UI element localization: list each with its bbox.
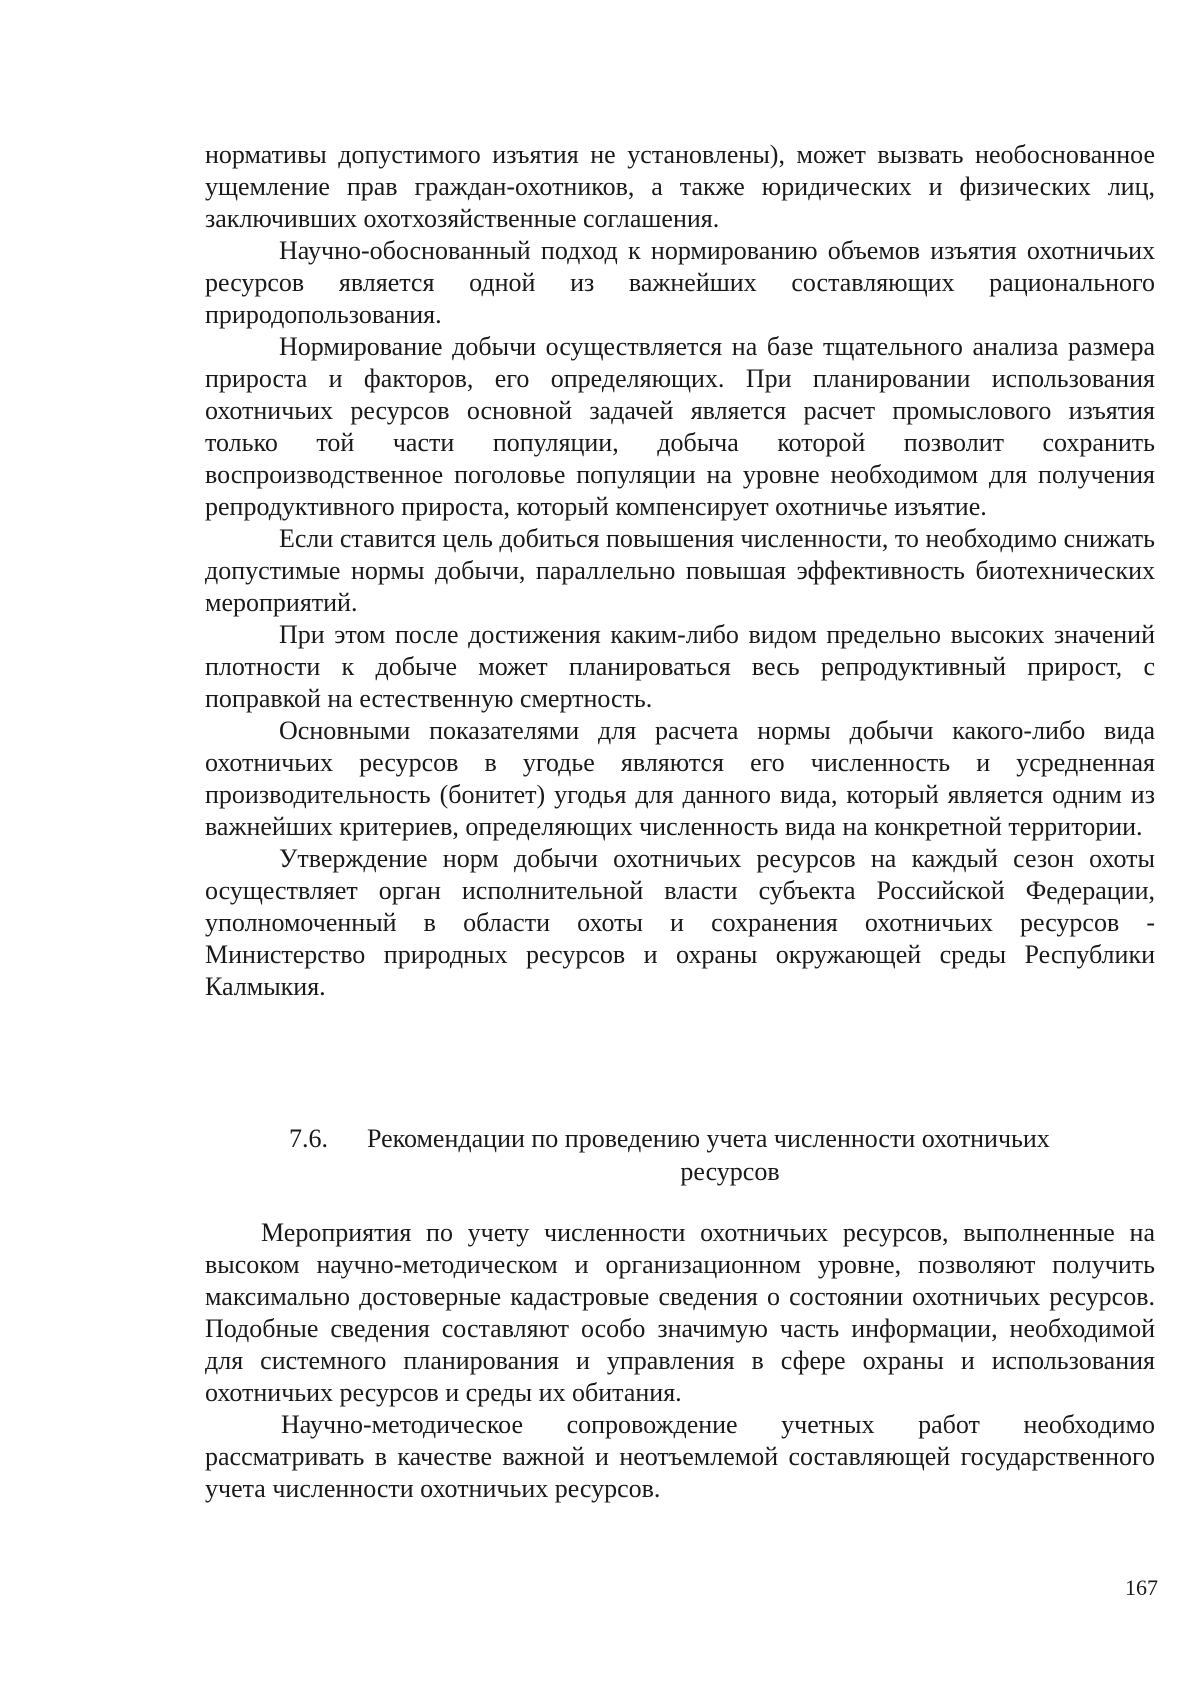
body-text-top: [205, 139, 1155, 1003]
paragraph-continuation: нормативы допустимого изъятия не установлены), может вызвать необоснованное ущемление прав граждан-охотников, а также юридических и физических лиц, заключивших охотхозяйственные соглашения.: [205, 140, 1155, 233]
section-heading: [205, 1122, 1155, 1188]
body-text-bottom: [205, 1217, 1155, 1505]
page-number: 167: [1125, 1575, 1158, 1600]
paragraph: Утверждение норм добычи охотничьих ресурсов на каждый сезон охоты осуществляет орган исполнительной власти субъекта Российской Федерации, уполномоченный в области охоты и сохранения охотничьих ресурсов - Министерство природных ресурсов и охраны окружающей среды Республики Калмыкия.: [205, 844, 1155, 1001]
section-heading-line1: [205, 1122, 1155, 1155]
paragraph: Если ставится цель добиться повышения численности, то необходимо снижать допустимые нормы добычи, параллельно повышая эффективность биотехнических мероприятий.: [205, 524, 1155, 617]
paragraph: Мероприятия по учету численности охотничьих ресурсов, выполненные на высоком научно-методическом и организационном уровне, позволяют получить максимально достоверные кадастровые сведения о состоянии охотничьих ресурсов. Подобные сведения составляют особо значимую часть информации, необходимой для системного планирования и управления в сфере охраны и использования охотничьих ресурсов и среды их обитания.: [205, 1218, 1155, 1407]
paragraph: При этом после достижения каким-либо видом предельно высоких значений плотности к добыче может планироваться весь репродуктивный прирост, с поправкой на естественную смертность.: [205, 620, 1155, 713]
paragraph: Нормирование добычи осуществляется на базе тщательного анализа размера прироста и факторов, его определяющих. При планировании использования охотничьих ресурсов основной задачей является расчет промыслового изъятия только той части популяции, добыча которой позволит сохранить воспроизводственное поголовье популяции на уровне необходимом для получения репродуктивного прироста, который компенсирует охотничье изъятие.: [205, 332, 1155, 521]
paragraph: Научно-обоснованный подход к нормированию объемов изъятия охотничьих ресурсов является одной из важнейших составляющих рационального природопользования.: [205, 236, 1155, 329]
section-title-part2: ресурсов: [680, 1157, 780, 1186]
section-number: 7.6.: [289, 1124, 328, 1153]
section-title-part1: Рекомендации по проведению учета численности охотничьих: [367, 1124, 1050, 1153]
paragraph: Основными показателями для расчета нормы добычи какого-либо вида охотничьих ресурсов в угодье являются его численность и усредненная производительность (бонитет) угодья для данного вида, который является одним из важнейших критериев, определяющих численность вида на конкретной территории.: [205, 716, 1155, 841]
paragraph: Научно-методическое сопровождение учетных работ необходимо рассматривать в качестве важной и неотъемлемой составляющей государственного учета численности охотничьих ресурсов.: [205, 1410, 1155, 1503]
